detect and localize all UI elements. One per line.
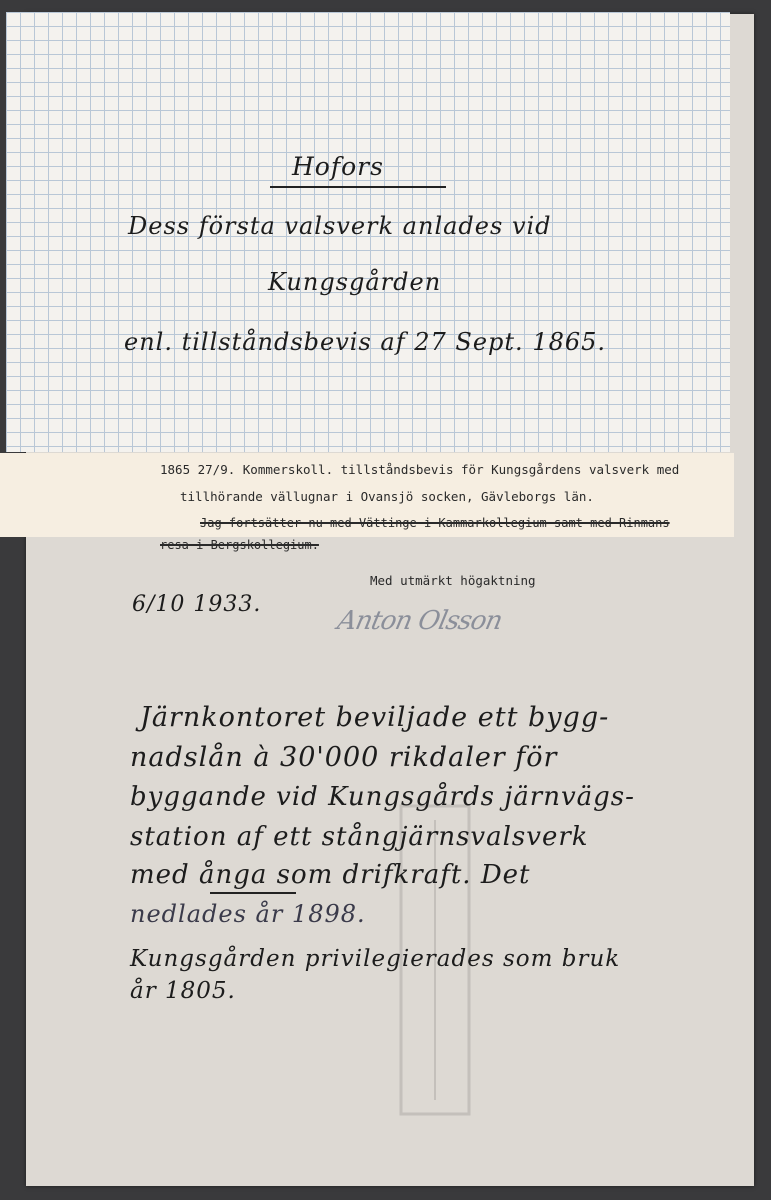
- note-bottom-line-5: med ånga som drifkraft. Det: [130, 860, 531, 890]
- clipping-line-2: tillhörande vällugnar i Ovansjö socken, Gävleborgs län.: [180, 489, 594, 504]
- note-bottom-line-3: byggande vid Kungsgårds järnvägs-: [130, 782, 635, 812]
- note-bottom-line-6: nedlades år 1898.: [130, 900, 366, 928]
- heading-underline: [270, 186, 446, 188]
- note-line-1: Dess första valsverk anlades vid: [128, 212, 552, 240]
- signature: Anton Olsson: [334, 606, 505, 636]
- note-bottom-line-4: station af ett stångjärnsvalsverk: [130, 822, 589, 852]
- note-heading: Hofors: [292, 152, 384, 181]
- note-bottom-line-1: Järnkontoret beviljade ett bygg-: [140, 702, 610, 733]
- clipping-line-1: 1865 27/9. Kommerskoll. tillståndsbevis för Kungsgårdens valsverk med: [160, 462, 680, 477]
- note-line-3: enl. tillståndsbevis af 27 Sept. 1865.: [124, 328, 607, 356]
- anga-underline: [210, 892, 296, 894]
- note-line-2: Kungsgården: [268, 268, 442, 296]
- closing-phrase: Med utmärkt högaktning: [370, 573, 536, 588]
- note-bottom-line-2: nadslån à 30'000 rikdaler för: [130, 742, 558, 773]
- note-bottom-line-8: år 1805.: [130, 978, 236, 1004]
- clipping-line-4-struck: resa i Bergskollegium.: [160, 538, 319, 552]
- clipping-line-3-struck: Jag fortsätter nu med Vättinge i Kammarkollegium samt med Rinmans: [200, 516, 670, 530]
- note-bottom-line-7: Kungsgården privilegierades som bruk: [130, 946, 621, 972]
- letter-date: 6/10 1933.: [132, 592, 262, 617]
